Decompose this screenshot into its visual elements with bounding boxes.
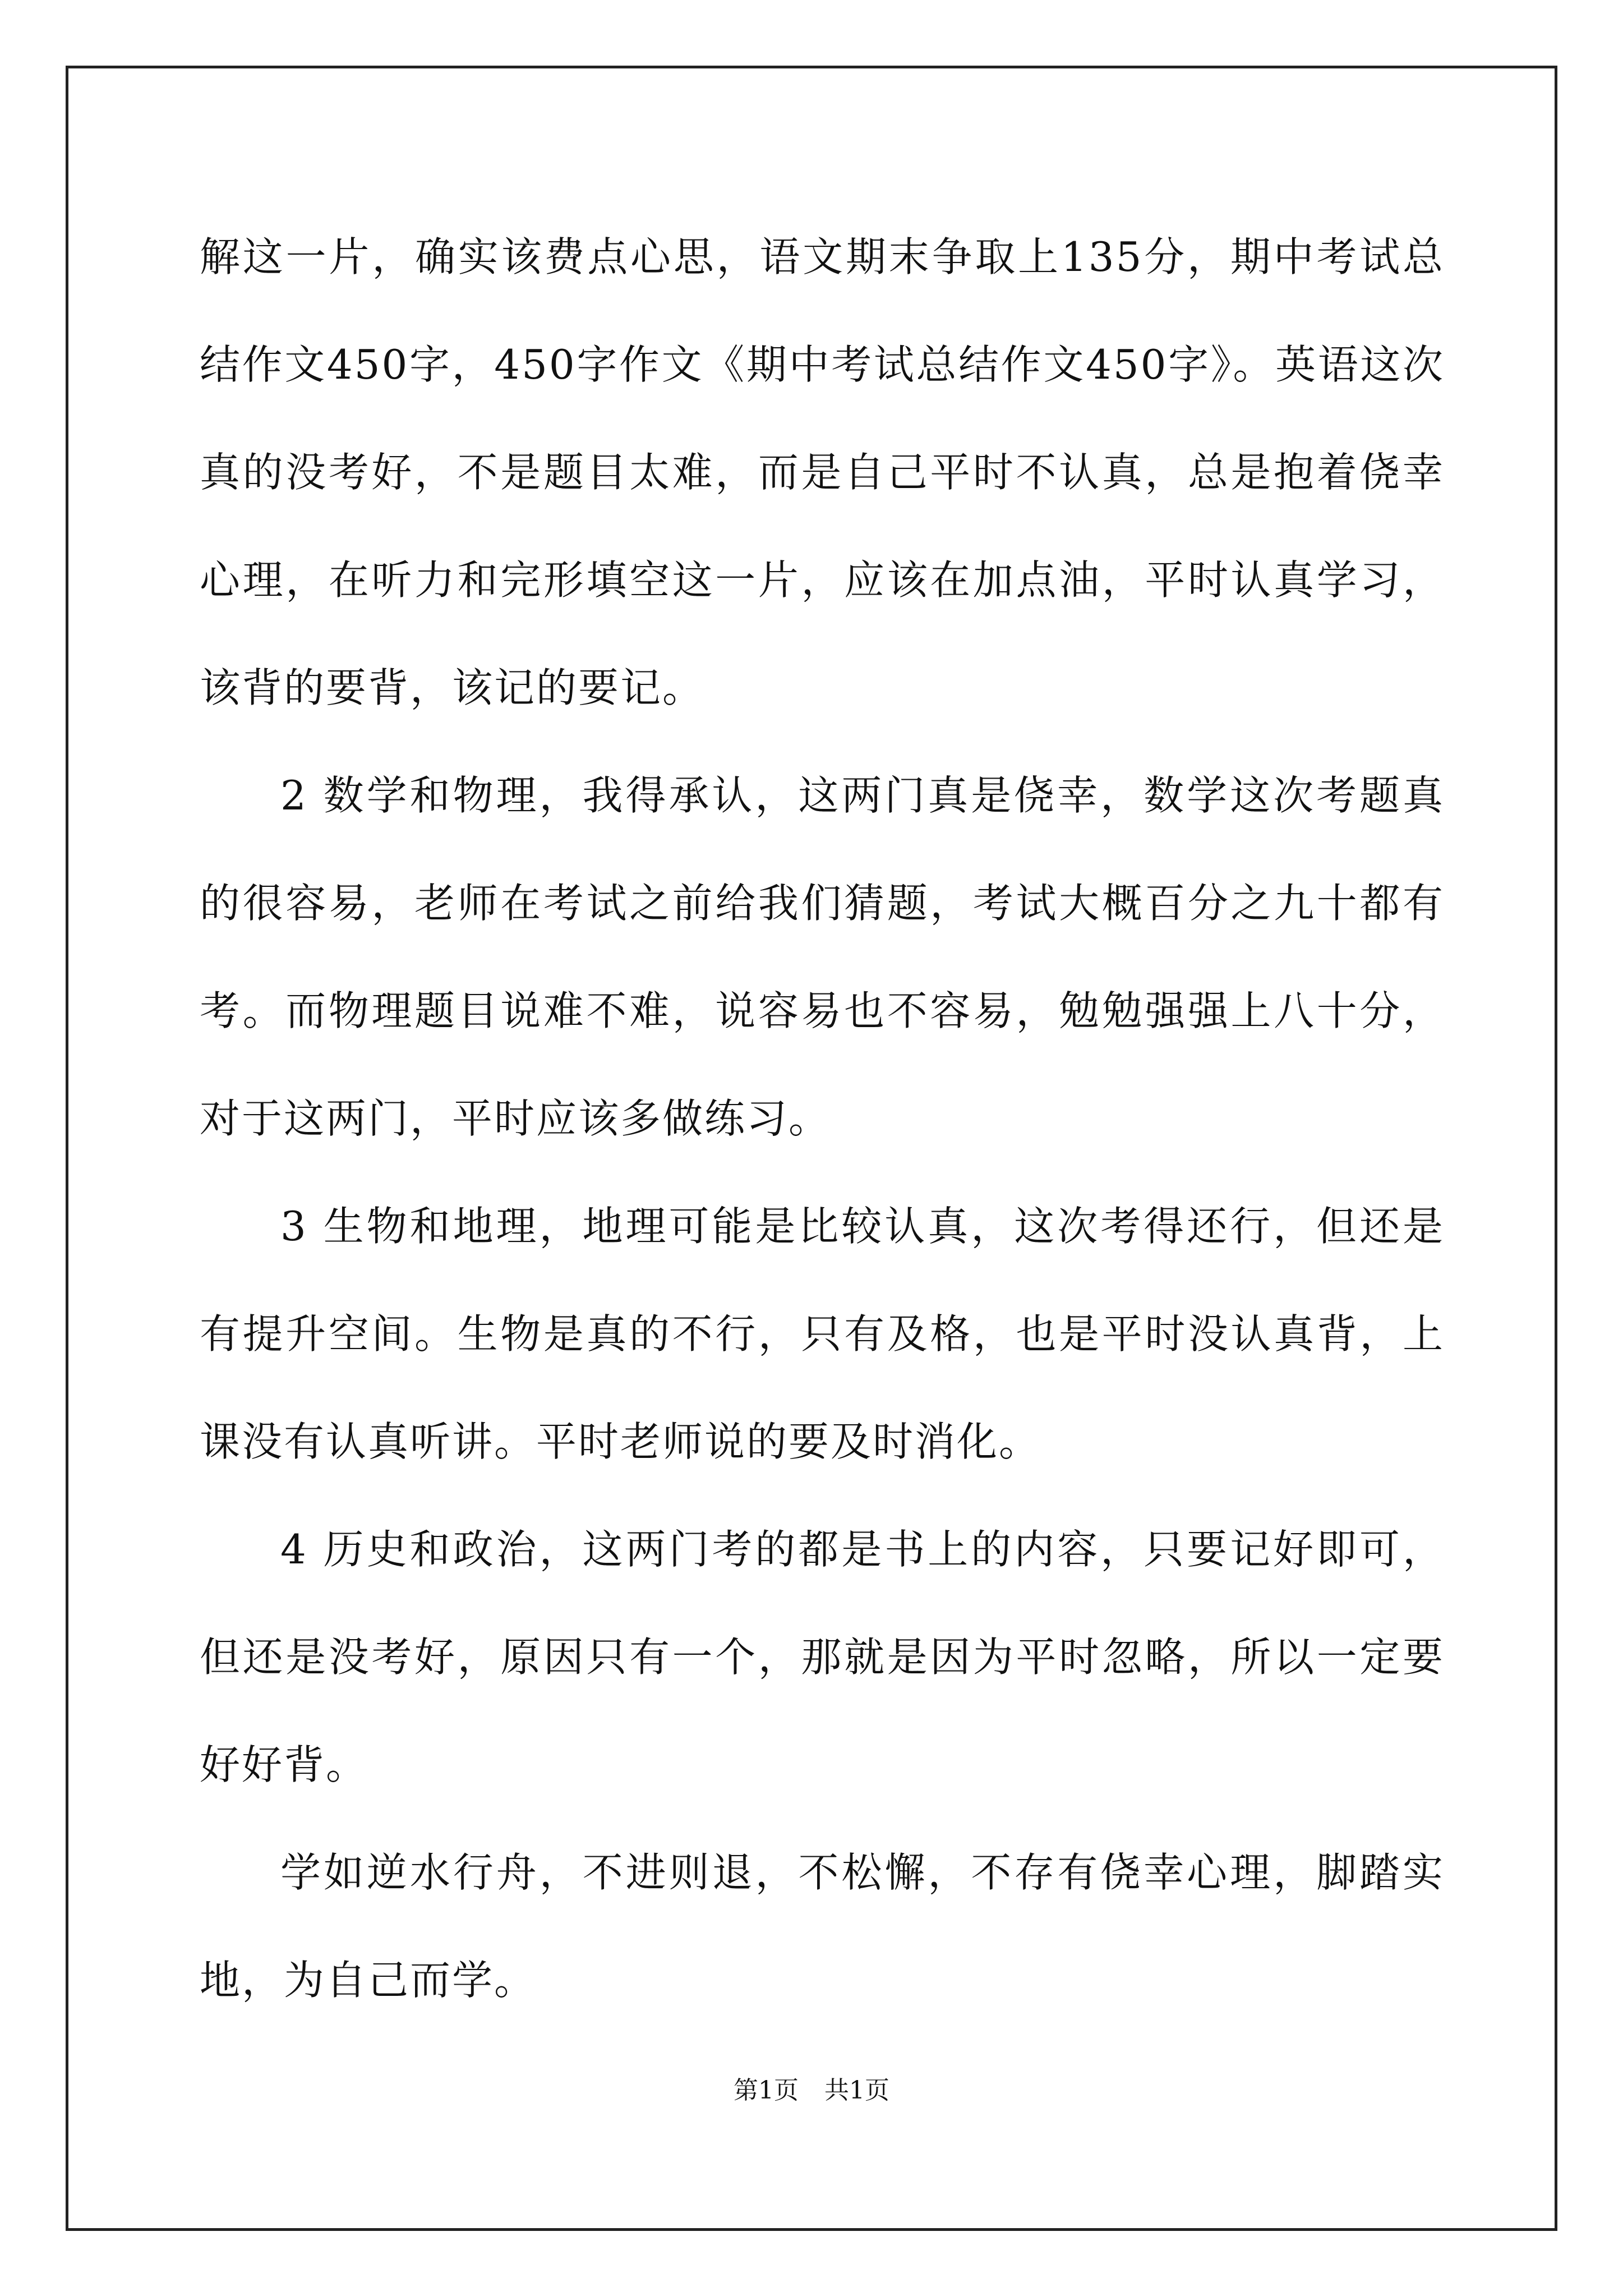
paragraph-4: 4 历史和政治，这两门考的都是书上的内容，只要记好即可，但还是没考好，原因只有一个，那就是因为平时忽略，所以一定要好好背。 xyxy=(200,1526,1445,1788)
paragraph-1: 解这一片，确实该费点心思，语文期末争取上135分，期中考试总结作文450字，450字作文《期中考试总结作文450字》。英语这次真的没考好，不是题目太难，而是自己平时不认真，总是抱着侥幸心理，在听力和完形填空这一片，应该在加点油，平时认真学习，该背的要背，该记的要记。 xyxy=(200,233,1445,711)
document-body xyxy=(200,203,1445,2034)
paragraph-3: 3 生物和地理，地理可能是比较认真，这次考得还行，但还是有提升空间。生物是真的不行，只有及格，也是平时没认真背，上课没有认真听讲。平时老师说的要及时消化。 xyxy=(200,1203,1445,1465)
page-number: 第1页 xyxy=(734,2076,799,2105)
page-footer xyxy=(0,2070,1623,2106)
paragraph-2: 2 数学和物理，我得承认，这两门真是侥幸，数学这次考题真的很容易，老师在考试之前给我们猜题，考试大概百分之九十都有考。而物理题目说难不难，说容易也不容易，勉勉强强上八十分，对于这两门，平时应该多做练习。 xyxy=(200,772,1445,1142)
paragraph-5: 学如逆水行舟，不进则退，不松懈，不存有侥幸心理，脚踏实地，为自己而学。 xyxy=(200,1849,1445,2004)
page-total: 共1页 xyxy=(824,2076,889,2105)
